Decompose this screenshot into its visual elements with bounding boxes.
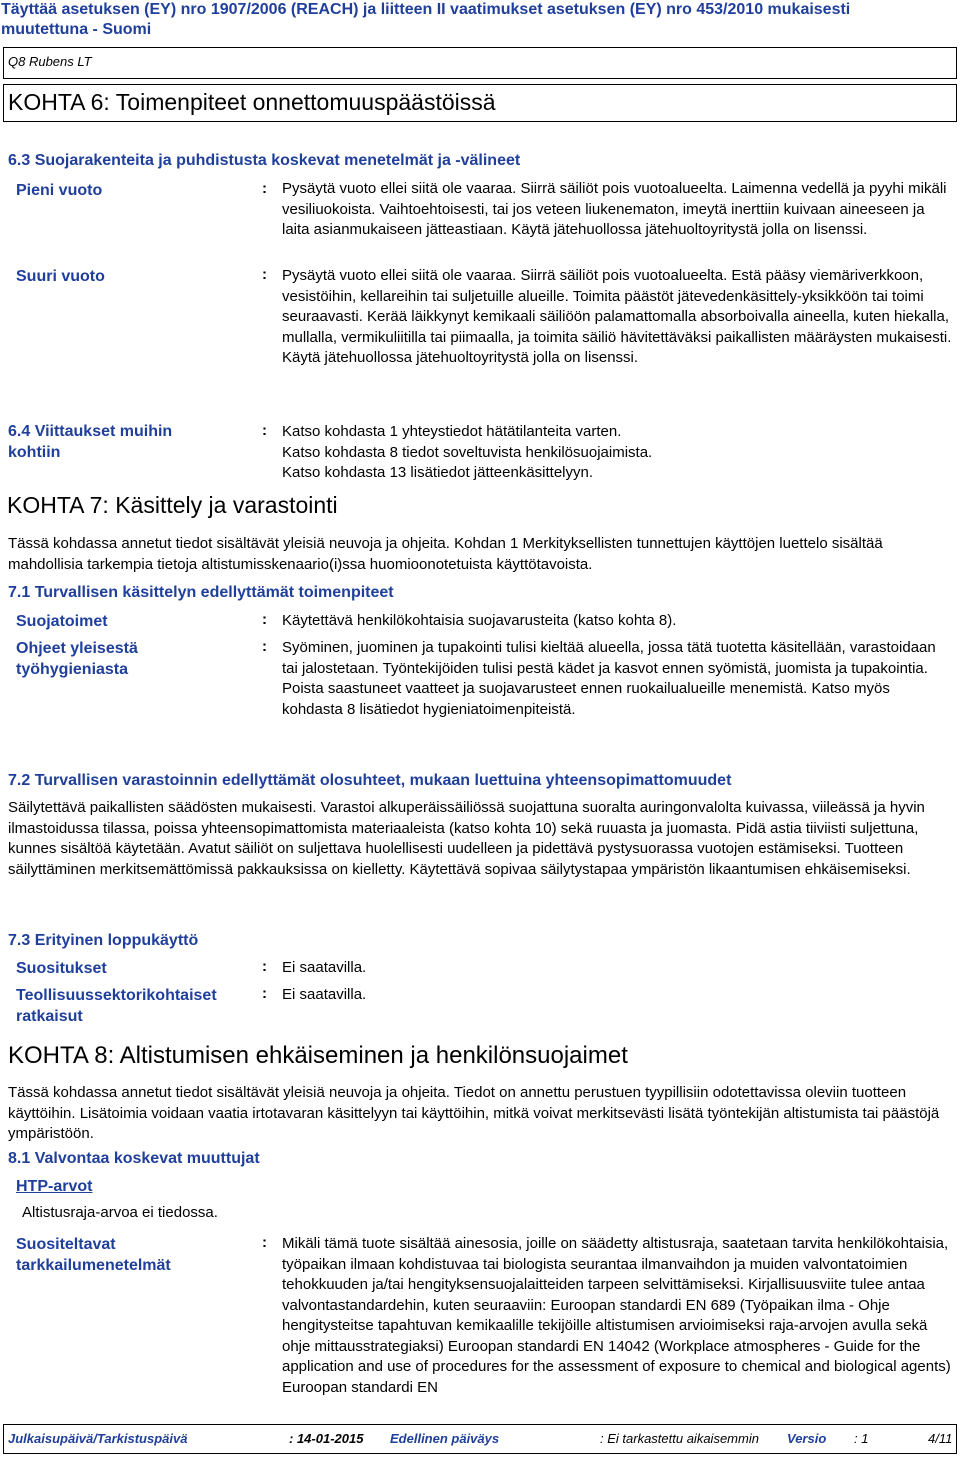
reference-line: Katso kohdasta 1 yhteystiedot hätätilanteita varten. <box>282 423 622 440</box>
section-7-intro: Tässä kohdassa annetut tiedot sisältävät yleisiä neuvoja ja ohjeita. Kohdan 1 Merkityksellisten tunnettujen käyttöjen luettelo sisältää mahdollisia tarkempia tietoja altistumisskenaario(i)ssa huomioonotetuista käyttötavoista. <box>8 535 883 573</box>
large-spill-label: Suuri vuoto <box>16 268 105 285</box>
reference-line: Katso kohdasta 13 lisätiedot jätteenkäsittelyyn. <box>282 464 594 481</box>
section-8-intro: Tässä kohdassa annetut tiedot sisältävät yleisiä neuvoja ja ohjeita. Tiedot on annettu perustuen tyypillisiin odotettavissa oleviin tuotteen käyttöihin. Lisätoimia voidaan vaatia irtotavaran käsittelyyn tai käyttöihin, mitkä voivat merkitsevästi lisätä työntekijän altistumista tai päästöjä ympäristöön. <box>8 1084 940 1142</box>
colon: : <box>262 985 267 1002</box>
product-name: Q8 Rubens LT <box>8 54 92 69</box>
issue-date-label: Julkaisupäivä/Tarkistuspäivä <box>8 1431 188 1446</box>
section-7-2-title: 7.2 Turvallisen varastoinnin edellyttämät olosuhteet, mukaan luettuina yhteensopimattomuudet <box>8 772 732 789</box>
reference-line: Katso kohdasta 8 tiedot soveltuvista henkilösuojaimista. <box>282 443 653 461</box>
hygiene-text: Syöminen, juominen ja tupakointi tulisi kieltää alueella, jossa tätä tuotetta käsitellään, varastoidaan tai jalostetaan. Työntekijöiden tulisi pestä kädet ja kasvot ennen syömistä, juomista ja tupakointia. Poista saastuneet vaatteet ja suojavarusteet ennen ruokailualueille menemistä. Katso myös kohdasta 8 lisätiedot hygieniatoimenpiteistä. <box>282 639 936 718</box>
colon: : <box>262 958 267 975</box>
section-6-3-title: 6.3 Suojarakenteita ja puhdistusta koskevat menetelmät ja -välineet <box>8 152 521 169</box>
section-7-1-title: 7.1 Turvallisen käsittelyn edellyttämät toimenpiteet <box>8 584 394 601</box>
regulation-header <box>0 0 960 40</box>
protective-measures-text: Käytettävä henkilökohtaisia suojavarusteita (katso kohta 8). <box>282 612 677 629</box>
hygiene-label: Ohjeet yleisestä työhygieniasta <box>16 640 138 678</box>
page-number: 4/11 <box>928 1431 953 1446</box>
protective-measures-label: Suojatoimet <box>16 613 108 630</box>
regulation-line-1: Täyttää asetuksen (EY) nro 1907/2006 (REACH) ja liitteen II vaatimukset asetuksen (EY) nro 453/2010 mukaisesti <box>1 1 851 18</box>
section-7-title: KOHTA 7: Käsittely ja varastointi <box>7 492 338 518</box>
regulation-line-2: muutettuna - Suomi <box>1 21 152 38</box>
industrial-solutions-text: Ei saatavilla. <box>282 986 367 1003</box>
section-7-3-title: 7.3 Erityinen loppukäyttö <box>8 932 199 949</box>
recommendations-label: Suositukset <box>16 960 107 977</box>
section-7-header <box>3 490 393 524</box>
large-spill-text: Pysäytä vuoto ellei siitä ole vaaraa. Siirrä säiliöt pois vuotoalueelta. Estä pääsy viemäriverkkoon, vesistöihin, kellareihin tai suljetuille alueille. Toimita päästöt jätevedenkäsittely-yksikköön tai toimi seuraavasti. Kerää läikkynyt kemikaali säiliöön palamattomalla absorboivalla aineella, kuten hiekalla, mullalla, vermikuliitilla tai piimaalla, ja toimita säiliö hävitettäväksi paikallisten määräysten mukaisesti. Käytä jätehuollossa jätehuoltoyritystä jolla on lisenssi. <box>282 267 952 366</box>
version-value: : 1 <box>854 1431 869 1446</box>
section-6-title: KOHTA 6: Toimenpiteet onnettomuuspäästöissä <box>8 89 496 115</box>
section-7-2-text: Säilytettävä paikallisten säädösten mukaisesti. Varastoi alkuperäissäiliössä suojattuna suoralta auringonvalolta kuivassa, viileässä ja hyvin ilmastoidussa tilassa, poissa yhteensopimattomista materiaaleista (katso kohta 10) sekä ruuasta ja juomasta. Pidä astia tiiviisti suljettuna, kunnes sisältöä käytetään. Avatut säiliöt on suljettava huolellisesti uudelleen ja pidettävä pystysuorassa vuotojen estämiseksi. Tuotteen säilyttäminen merkitsemättömissä pakkauksissa on kielletty. Käytettävä sopivaa säilytystapaa ympäristön likaantumisen ehkäisemiseksi. <box>8 799 925 878</box>
colon: : <box>262 266 267 283</box>
recommendations-text: Ei saatavilla. <box>282 959 367 976</box>
monitoring-label: Suositeltavat tarkkailumenetelmät <box>16 1236 171 1274</box>
version-label: Versio <box>787 1431 827 1446</box>
section-8-1-title: 8.1 Valvontaa koskevat muuttujat <box>8 1150 260 1167</box>
htp-values-heading: HTP-arvot <box>16 1178 93 1195</box>
issue-date-value: : 14-01-2015 <box>289 1431 364 1446</box>
section-6-header <box>3 84 957 122</box>
colon: : <box>262 638 267 655</box>
small-spill-text: Pysäytä vuoto ellei siitä ole vaaraa. Siirrä säiliöt pois vuotoalueelta. Laimenna vedellä ja pyyhi mikäli vesiliuokoista. Vaihtoehtoisesti, tai jos veteen liukenematon, imeytä inerttiin kuivaan aineeseen ja laita asianmukaiseen jätteastiaan. Käytä jätehuollossa jätehuoltoyritystä jolla on lisenssi. <box>282 180 947 238</box>
small-spill-label: Pieni vuoto <box>16 182 103 199</box>
colon: : <box>262 611 267 628</box>
industrial-solutions-label: Teollisuussektorikohtaiset ratkaisut <box>16 987 217 1025</box>
monitoring-text: Mikäli tämä tuote sisältää ainesosia, joille on säädetty altistusraja, saatetaan tarvita henkilökohtaisia, työpaikan ilmaan kohdistuvaa tai biologista seurantaa ilmanvaihdon ja muiden valvontatoimien tehokkuuden ja/tai hengityksensuojalaitteiden tarpeen selvittämiseksi. Kirjallisuusviite tulee antaa valvontastandardehin, kuten seuraaviin: Euroopan standardi EN 689 (Työpaikan ilma - Ohje hengitysteitse tapahtuvan kemikaalille tekijöille altistumisen arvioimiseksi raja-arvojen avulla sekä ohje mittausstrategiaksi) Euroopan standardi EN 14042 (Workplace atmospheres - Guide for the application and use of procedures for the assessment of exposure to chemical and biological agents) Euroopan standardi EN <box>282 1235 951 1396</box>
colon: : <box>262 422 267 439</box>
section-6-4-label: 6.4 Viittaukset muihin kohtiin <box>8 423 173 461</box>
htp-values-text: Altistusraja-arvoa ei tiedossa. <box>22 1204 218 1221</box>
section-6-4-text <box>282 422 952 484</box>
product-name-box <box>3 47 957 79</box>
previous-date-label: Edellinen päiväys <box>390 1431 500 1446</box>
colon: : <box>262 180 267 197</box>
page-footer <box>3 1424 957 1454</box>
previous-date-value: : Ei tarkastettu aikaisemmin <box>600 1431 759 1446</box>
colon: : <box>262 1234 267 1251</box>
section-8-title: KOHTA 8: Altistumisen ehkäiseminen ja henkilönsuojaimet <box>8 1042 628 1069</box>
